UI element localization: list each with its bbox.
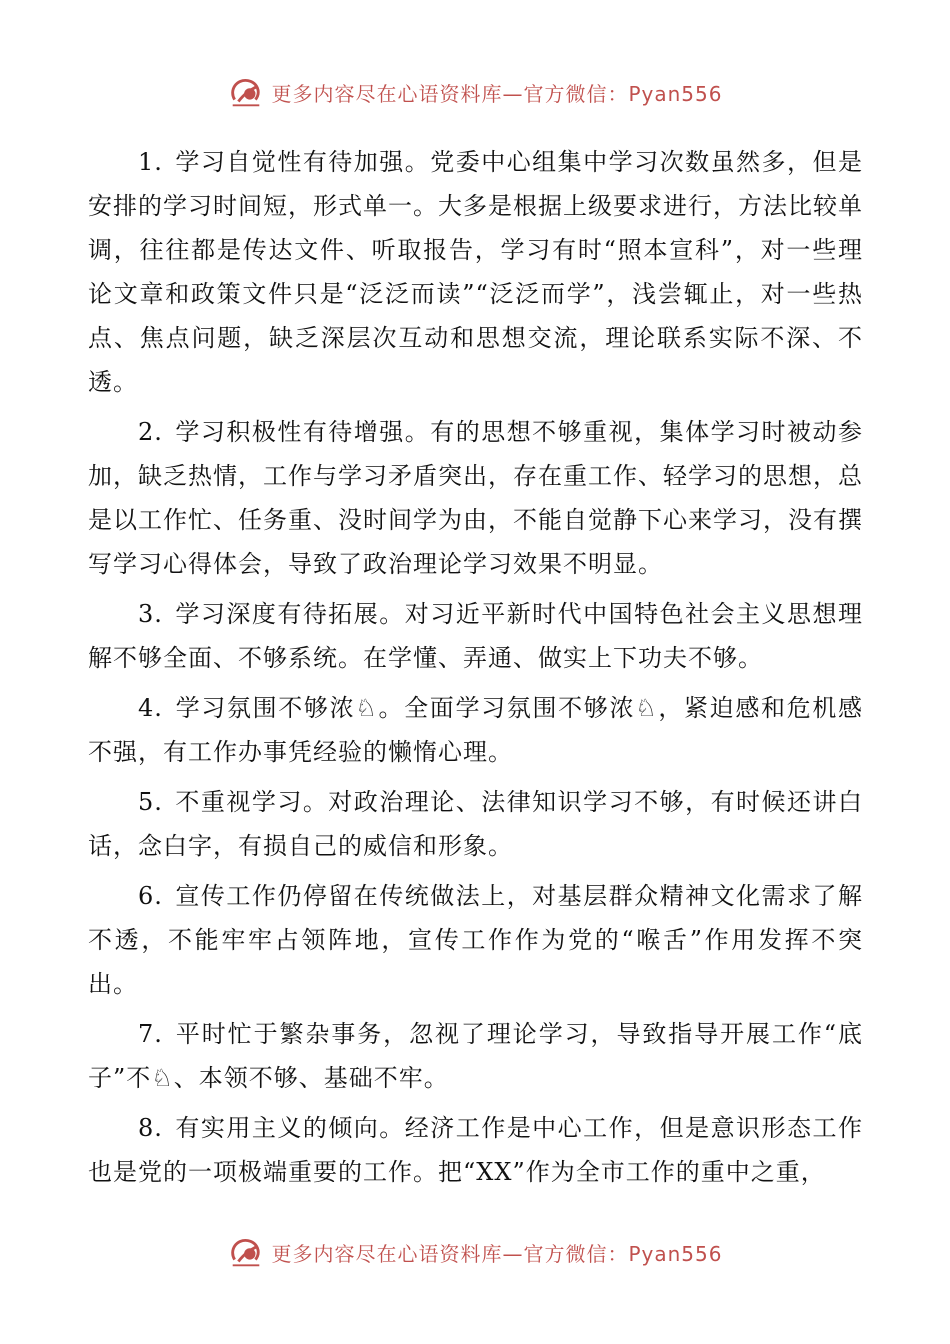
paragraph-3	[88, 592, 863, 680]
paragraph-6	[88, 874, 863, 1006]
paragraph-text: 宣传工作仍停留在传统做法上，对基层群众精神文化需求了解不透，不能牢牢占领阵地，宣传工作作为党的“喉舌”作用发挥不突出。	[88, 882, 863, 998]
paragraph-text: 学习氛围不够浓♘。全面学习氛围不够浓♘，紧迫感和危机感不强，有工作办事凭经验的懒惰心理。	[88, 694, 863, 766]
footer-watermark	[0, 1232, 950, 1272]
logo-icon	[227, 1233, 265, 1271]
logo-icon	[227, 73, 265, 111]
document-body	[88, 140, 863, 1200]
paragraph-8	[88, 1106, 863, 1194]
footer-text: 更多内容尽在心语资料库—官方微信：Pyan556	[271, 1241, 723, 1266]
paragraph-text: 学习积极性有待增强。有的思想不够重视，集体学习时被动参加，缺乏热情，工作与学习矛盾突出，存在重工作、轻学习的思想，总是以工作忙、任务重、没时间学为由，不能自觉静下心来学习，没有撰写学习心得体会，导致了政治理论学习效果不明显。	[88, 418, 863, 578]
paragraph-number: 7.	[138, 1020, 163, 1048]
paragraph-number: 2.	[138, 418, 163, 446]
header-text: 更多内容尽在心语资料库—官方微信：Pyan556	[271, 81, 723, 106]
paragraph-number: 4.	[138, 694, 163, 722]
paragraph-number: 8.	[138, 1114, 163, 1142]
paragraph-text: 平时忙于繁杂事务，忽视了理论学习，导致指导开展工作“底子”不♘、本领不够、基础不牢。	[88, 1020, 863, 1092]
paragraph-1	[88, 140, 863, 404]
paragraph-2	[88, 410, 863, 586]
header-watermark	[0, 72, 950, 112]
paragraph-7	[88, 1012, 863, 1100]
paragraph-text: 有实用主义的倾向。经济工作是中心工作，但是意识形态工作也是党的一项极端重要的工作。把“XX”作为全市工作的重中之重，	[88, 1114, 863, 1186]
paragraph-5	[88, 780, 863, 868]
paragraph-text: 学习深度有待拓展。对习近平新时代中国特色社会主义思想理解不够全面、不够系统。在学懂、弄通、做实上下功夫不够。	[88, 600, 863, 672]
paragraph-4	[88, 686, 863, 774]
paragraph-number: 1.	[138, 148, 163, 176]
paragraph-number: 5.	[138, 788, 163, 816]
paragraph-text: 学习自觉性有待加强。党委中心组集中学习次数虽然多，但是安排的学习时间短，形式单一。大多是根据上级要求进行，方法比较单调，往往都是传达文件、听取报告，学习有时“照本宣科”，对一些理论文章和政策文件只是“泛泛而读”“泛泛而学”，浅尝辄止，对一些热点、焦点问题，缺乏深层次互动和思想交流，理论联系实际不深、不透。	[88, 148, 863, 396]
paragraph-text: 不重视学习。对政治理论、法律知识学习不够，有时候还讲白话，念白字，有损自己的威信和形象。	[88, 788, 863, 860]
paragraph-number: 6.	[138, 882, 163, 910]
paragraph-number: 3.	[138, 600, 163, 628]
